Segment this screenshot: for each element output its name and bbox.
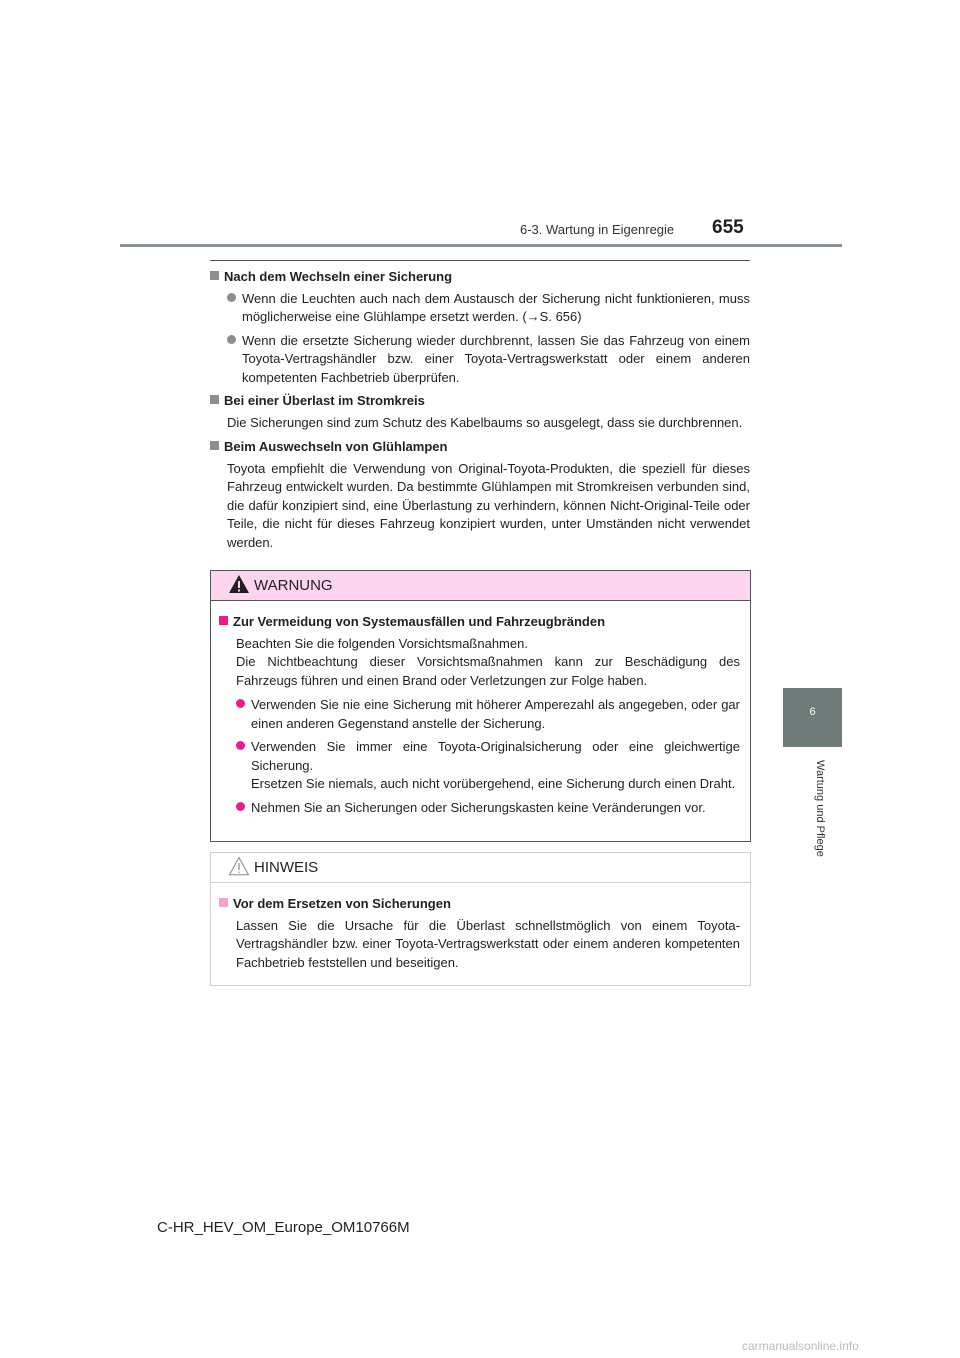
warning-title: WARNUNG: [254, 577, 333, 594]
round-bullet-icon: [227, 335, 236, 344]
round-bullet-icon: [236, 741, 245, 750]
round-bullet-icon: [236, 699, 245, 708]
running-header-section: 6-3. Wartung in Eigenregie: [520, 222, 675, 237]
main-content: [210, 268, 750, 558]
square-bullet-icon: [210, 271, 219, 280]
note-header: [211, 853, 750, 883]
warning-header: [211, 571, 750, 601]
bullet-item: Wenn die ersetzte Sicherung wieder durchbrennt, lassen Sie das Fahrzeug von einem Toyota-Vertragshändler bzw. einer Toyota-Vertragswerkstatt oder einem anderen kompetenten Fachbetrieb überprüfen.: [227, 332, 750, 388]
square-bullet-icon: [219, 898, 228, 907]
bullet-item: Wenn die Leuchten auch nach dem Austausch der Sicherung nicht funktionieren, muss möglicherweise eine Glühlampe ersetzt werden. (→S. 656): [227, 290, 750, 327]
section-text: Toyota empfiehlt die Verwendung von Original-Toyota-Produkten, die speziell für dieses Fahrzeug entwickelt wurden. Da bestimmte Glühlampen mit Stromkreisen verbunden sind, die dafür konzipiert sind, eine Überlastung zu verhindern, können Nicht-Original-Teile oder Teile, die nicht für dieses Fahrzeug konzipiert wurden, unter Umständen nicht verwendet werden.: [227, 460, 750, 550]
page-number: 655: [712, 217, 744, 238]
square-bullet-icon: [210, 441, 219, 450]
warning-bullet: Nehmen Sie an Sicherungen oder Sicherungskasten keine Veränderungen vor.: [236, 799, 740, 818]
footer-document-id: C-HR_HEV_OM_Europe_OM10766M: [157, 1219, 410, 1236]
section-heading: Beim Auswechseln von Glühlampen: [210, 438, 750, 457]
chapter-tab[interactable]: [783, 688, 842, 747]
note-heading: Vor dem Ersetzen von Sicherungen: [219, 895, 740, 914]
warning-bullet: Verwenden Sie immer eine Toyota-Originalsicherung oder eine gleichwertige Sicherung. Ersetzen Sie niemals, auch nicht vorübergehend, eine Sicherung durch einen Draht.: [236, 738, 740, 794]
warning-heading: Zur Vermeidung von Systemausfällen und Fahrzeugbränden: [219, 613, 740, 632]
round-bullet-icon: [227, 293, 236, 302]
caution-triangle-icon: [228, 856, 250, 876]
section-text: Die Sicherungen sind zum Schutz des Kabelbaums so ausgelegt, dass sie durchbrennen.: [227, 414, 743, 430]
square-bullet-icon: [210, 395, 219, 404]
note-text: Lassen Sie die Ursache für die Überlast schnellstmöglich von einem Toyota-Vertragshändler bzw. einer Toyota-Vertragswerkstatt oder einem anderen kompetenten Fachbetrieb feststellen und beseitigen.: [236, 917, 740, 970]
section-heading: Bei einer Überlast im Stromkreis: [210, 392, 750, 411]
note-title: HINWEIS: [254, 859, 319, 876]
warning-triangle-icon: [228, 574, 250, 594]
round-bullet-icon: [236, 802, 245, 811]
warning-intro: Die Nichtbeachtung dieser Vorsichtsmaßnahmen kann zur Beschädigung des Fahrzeugs führen und einen Brand oder Verletzungen zur Folge haben.: [236, 654, 740, 688]
section-heading: Nach dem Wechseln einer Sicherung: [210, 268, 750, 287]
header-rule: [120, 244, 842, 247]
watermark[interactable]: carmanualsonline.info: [742, 1339, 859, 1353]
chapter-number: 6: [809, 706, 816, 718]
warning-box: [210, 570, 751, 842]
square-bullet-icon: [219, 616, 228, 625]
warning-intro: Beachten Sie die folgenden Vorsichtsmaßnahmen.: [236, 635, 528, 651]
note-box: [210, 852, 751, 986]
warning-bullet: Verwenden Sie nie eine Sicherung mit höherer Amperezahl als angegeben, oder gar einen anderen Gegenstand anstelle der Sicherung.: [236, 696, 740, 733]
chapter-label: Wartung und Pflege: [814, 760, 826, 857]
content-top-rule: [210, 260, 750, 261]
